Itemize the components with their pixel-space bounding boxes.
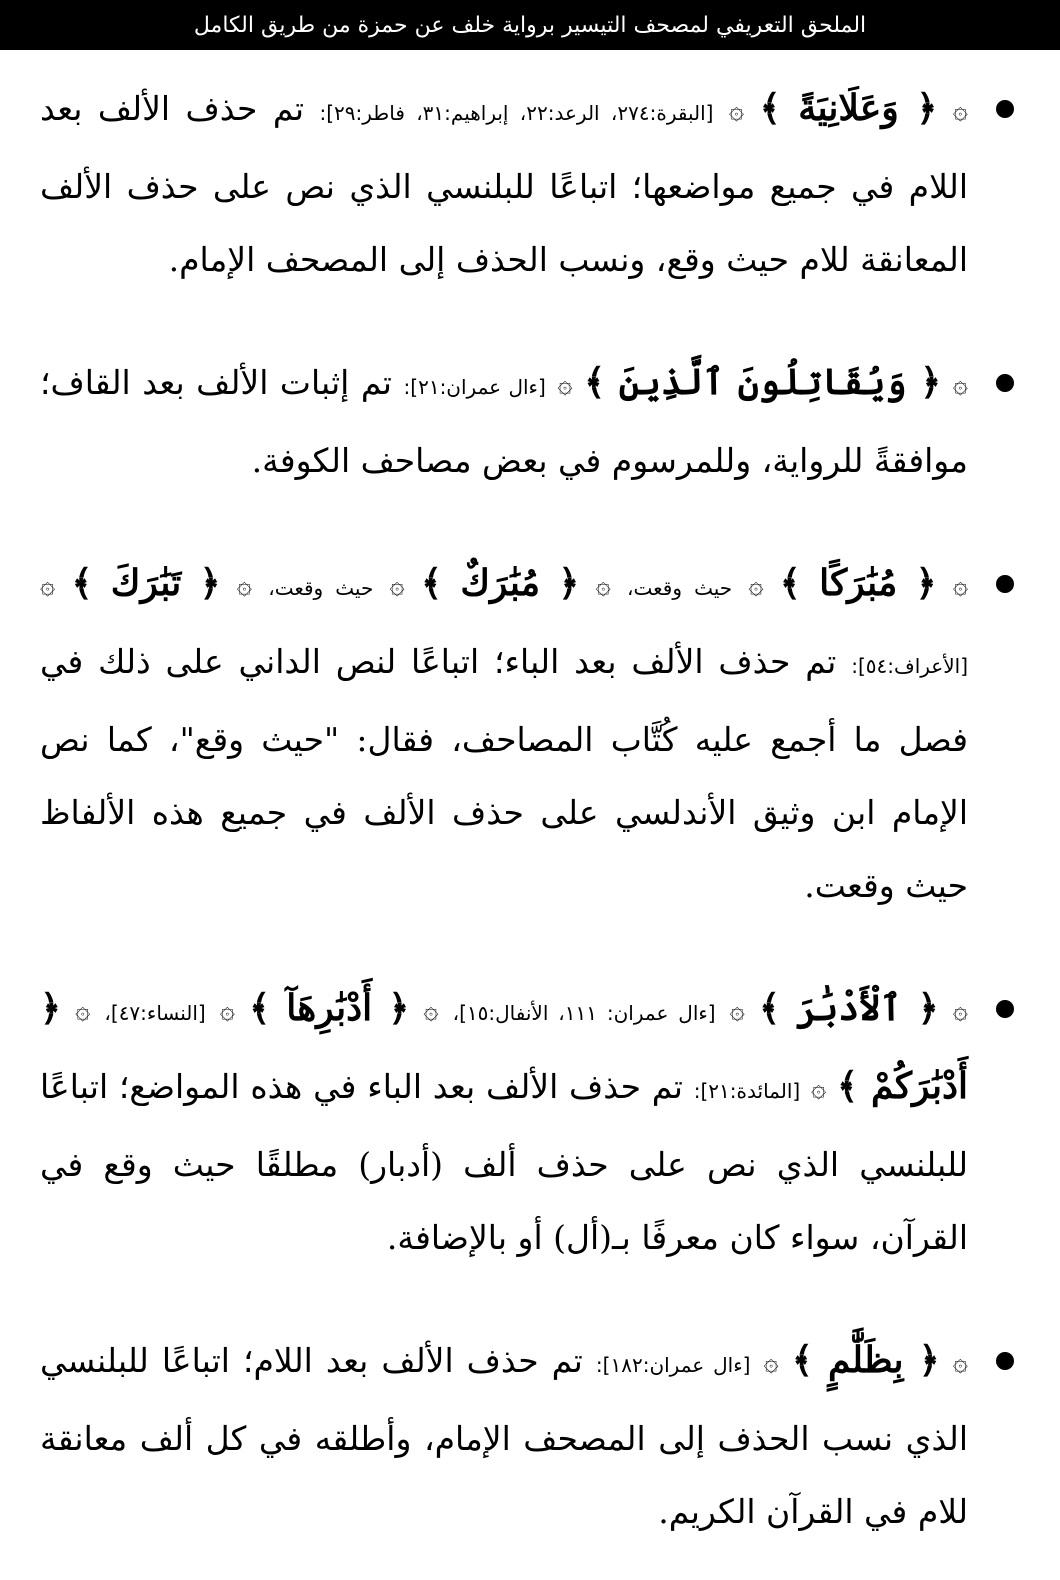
quran-word: ﴿ وَعَلَانِيَةً ﴾ <box>759 87 938 129</box>
word-note: حيث وقعت، <box>268 576 374 600</box>
quran-word: ﴿ أَدْبَٰرِهَآ ﴾ <box>249 987 410 1029</box>
list-item <box>40 972 1020 1274</box>
ornament-icon: ۞ <box>423 995 439 1026</box>
quran-word: ﴿ أَدْبَٰرَكُمْ ﴾ <box>40 987 968 1107</box>
ornament-icon: ۞ <box>763 1347 779 1378</box>
ornament-icon: ۞ <box>557 369 573 400</box>
list-item <box>40 1324 1020 1548</box>
explanation-text: تم إثبات الألف بعد القاف؛ موافقةً للرواية، وللمرسوم في بعض مصاحف الكوفة. <box>40 363 968 480</box>
list-item <box>40 72 1020 296</box>
page-header <box>0 0 1060 50</box>
explanation-text: تم حذف الألف بعد اللام في جميع مواضعها؛ اتباعًا للبلنسي الذي نص على حذف الألف المعانقة للام حيث وقع، ونسب الحذف إلى المصحف الإمام. <box>40 89 968 279</box>
ornament-icon: ۞ <box>75 995 91 1026</box>
quran-word: ﴿ مُبَٰرَكًا ﴾ <box>779 562 937 604</box>
verse-reference: [ءال عمران:١٨٢]: <box>595 1353 751 1377</box>
explanation-text: تم حذف الألف بعد اللام؛ اتباعًا للبلنسي الذي نسب الحذف إلى المصحف الإمام، وأطلقه في كل ألف معانقة للام في القرآن الكريم. <box>40 1341 968 1531</box>
verse-reference: [النساء:٤٧]، <box>104 1001 206 1025</box>
explanation-text: تم حذف الألف بعد الباء؛ اتباعًا لنص الداني على ذلك في فصل ما أجمع عليه كُتَّاب المصاحف، فقال: "حيث وقع"، كما نص الإمام ابن وثيق الأندلسي على حذف الألف في جميع هذه الألفاظ حيث وقعت. <box>40 642 968 905</box>
ornament-icon: ۞ <box>40 570 56 601</box>
verse-reference: [البقرة:٢٧٤، الرعد:٢٢، إبراهيم:٣١، فاطر:٢٩]: <box>319 101 714 125</box>
ornament-icon: ۞ <box>595 570 611 601</box>
ornament-icon: ۞ <box>952 369 968 400</box>
ornament-icon: ۞ <box>728 95 745 126</box>
bullet-icon <box>996 1352 1014 1370</box>
quran-word: ﴿ بِظَلَّٰمٍ ﴾ <box>791 1339 940 1381</box>
list-item <box>40 547 1020 922</box>
quran-word: ﴿ تَبَٰرَكَ ﴾ <box>71 562 221 604</box>
ornament-icon: ۞ <box>952 95 968 126</box>
document-body <box>40 72 1020 1548</box>
word-note: حيث وقعت، <box>627 576 733 600</box>
bullet-icon <box>996 1000 1014 1018</box>
bullet-icon <box>996 100 1014 118</box>
bullet-icon <box>996 374 1014 392</box>
explanation-text: تم حذف الألف بعد الباء في هذه المواضع؛ اتباعًا للبلنسي الذي نص على حذف ألف (أدبار) مطلقًا حيث وقع في القرآن، سواء كان معرفًا بـ(أل) أو بالإضافة. <box>40 1067 968 1257</box>
verse-reference: [المائدة:٢١]: <box>693 1079 801 1103</box>
quran-word: ﴿ مُبَٰرَكٌ ﴾ <box>420 562 580 604</box>
ornament-icon: ۞ <box>219 995 236 1026</box>
verse-reference: [ءال عمران:٢١]: <box>403 375 546 399</box>
quran-word: ﴿ وَيُقَاتِلُونَ ٱلَّذِينَ ﴾ <box>584 361 942 403</box>
bullet-icon <box>996 575 1014 593</box>
verse-reference: [الأعراف:٥٤]: <box>851 654 968 678</box>
ornament-icon: ۞ <box>748 570 764 601</box>
quran-word: ﴿ ٱلْأَدْبَٰرَ ﴾ <box>758 987 939 1029</box>
ornament-icon: ۞ <box>236 570 253 601</box>
ornament-icon: ۞ <box>952 1347 968 1378</box>
list-item <box>40 346 1020 497</box>
ornament-icon: ۞ <box>389 570 405 601</box>
header-title: الملحق التعريفي لمصحف التيسير برواية خلف عن حمزة من طريق الكامل <box>193 12 867 38</box>
ornament-icon: ۞ <box>729 995 745 1026</box>
ornament-icon: ۞ <box>952 570 969 601</box>
verse-reference: [ءال عمران: ١١١، الأنفال:١٥]، <box>452 1001 716 1025</box>
ornament-icon: ۞ <box>810 1073 827 1104</box>
ornament-icon: ۞ <box>952 995 969 1026</box>
